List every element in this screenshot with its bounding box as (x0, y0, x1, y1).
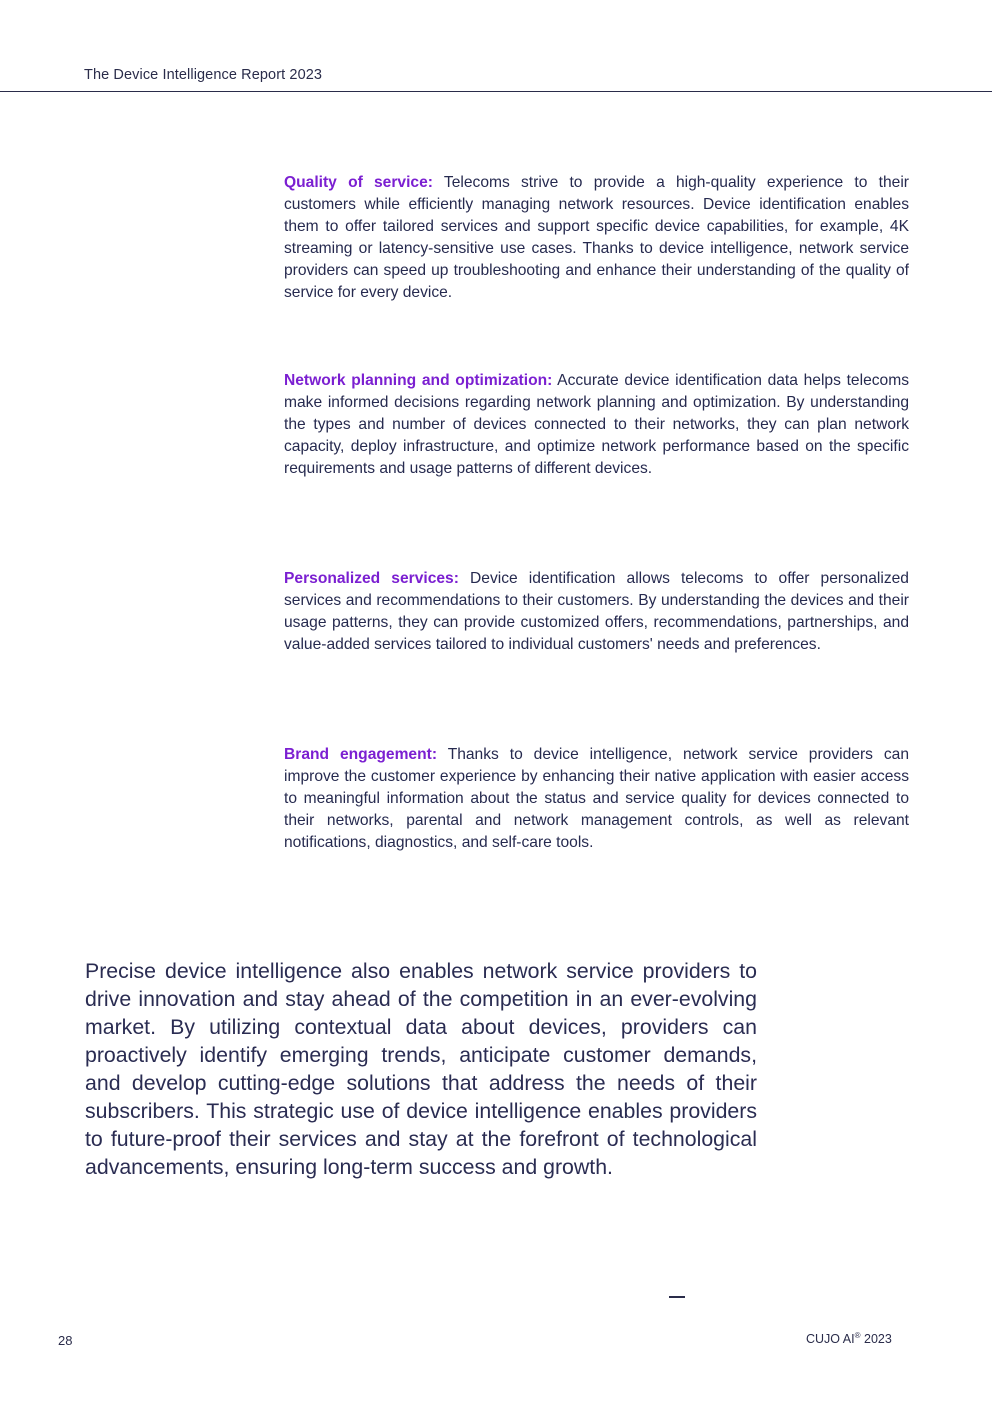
section-brand-engagement (284, 744, 909, 854)
section-network-planning (284, 370, 909, 480)
report-title: The Device Intelligence Report 2023 (84, 67, 323, 83)
section-body: Telecoms strive to provide a high-quality experience to their customers while efficiently managing network resources. Device identification enables them to offer tailored services and support specific device capabilities, for example, 4K streaming or latency-sensitive use cases. Thanks to device intelligence, network service providers can speed up troubleshooting and enhance their understanding of the quality of service for every device. (284, 174, 909, 301)
section-body: Accurate device identification data helps telecoms make informed decisions regarding network planning and optimization. By understanding the types and number of devices connected to their networks, they can plan network capacity, deploy infrastructure, and optimize network performance based on the specific requirements and usage patterns of different devices. (284, 372, 909, 477)
registered-mark: ® (854, 1330, 861, 1340)
section-quality-of-service (284, 172, 909, 304)
section-personalized-services (284, 568, 909, 656)
footer-brand (806, 1332, 892, 1346)
header-divider (0, 91, 992, 92)
section-heading: Quality of service: (284, 174, 433, 191)
dash-ornament (669, 1296, 685, 1298)
page-number: 28 (58, 1333, 73, 1348)
section-heading: Brand engagement: (284, 746, 438, 763)
footer-year: 2023 (864, 1332, 892, 1346)
brand-name: CUJO AI (806, 1332, 855, 1346)
section-heading: Network planning and optimization: (284, 372, 553, 389)
summary-paragraph: Precise device intelligence also enables network service providers to drive innovation and stay ahead of the competition in an ever-evolving market. By utilizing contextual data about devices, providers can proactively identify emerging trends, anticipate customer demands, and develop cutting-edge solutions that address the needs of their subscribers. This strategic use of device intelligence enables providers to future-proof their services and stay at the forefront of technological advancements, ensuring long-term success and growth. (85, 959, 757, 1179)
section-body: Device identification allows telecoms to offer personalized services and recommendations to their customers. By understanding the devices and their usage patterns, they can provide customized offers, recommendations, partnerships, and value-added services tailored to individual customers' needs and preferences. (284, 570, 909, 653)
section-body: Thanks to device intelligence, network service providers can improve the customer experience by enhancing their native application with easier access to meaningful information about the status and service quality for devices connected to their networks, parental and network management controls, as well as relevant notifications, diagnostics, and self-care tools. (284, 746, 909, 851)
section-heading: Personalized services: (284, 570, 459, 587)
